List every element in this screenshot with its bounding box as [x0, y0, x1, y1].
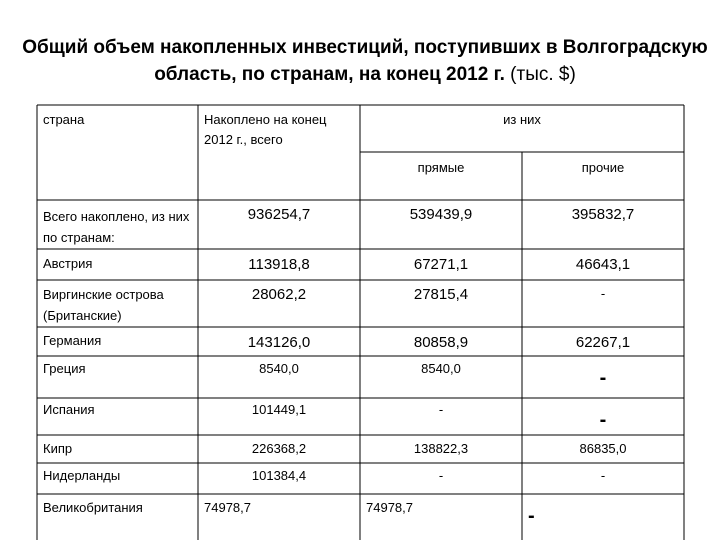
table-row-direct: 8540,0	[421, 361, 461, 376]
table-row-country: Испания	[43, 402, 95, 417]
table-row-other: -	[600, 468, 606, 483]
header-direct: прямые	[417, 160, 465, 175]
table-row-country: Великобритания	[43, 500, 143, 515]
table-row-total: 936254,7	[247, 206, 311, 223]
table-row-other: -	[528, 505, 535, 527]
table-row-other: 62267,1	[575, 334, 631, 351]
table-row-country: Германия	[43, 333, 102, 348]
table-row-other: -	[600, 286, 606, 301]
table-row-country: Нидерланды	[43, 468, 121, 483]
table-row-total: 74978,7	[204, 500, 251, 515]
table-row-other: -	[599, 367, 607, 389]
table-row-direct: 138822,3	[413, 441, 469, 456]
table-row-direct: 80858,9	[413, 334, 469, 351]
header-other: прочие	[581, 160, 625, 175]
table-row-direct: -	[438, 402, 444, 417]
table-row-other: 46643,1	[575, 256, 631, 273]
table-row-direct: -	[438, 468, 444, 483]
table-row-total: 101384,4	[251, 468, 307, 483]
table-row-total: 28062,2	[251, 286, 307, 303]
table-row-total: 143126,0	[247, 334, 311, 351]
table-row-total: 8540,0	[259, 361, 299, 376]
table-row-direct: 67271,1	[413, 256, 469, 273]
table-row-other: 395832,7	[571, 206, 635, 223]
table-row-total: 113918,8	[248, 256, 310, 273]
table-row-country: Греция	[43, 361, 86, 376]
table-row-total: 226368,2	[251, 441, 307, 456]
table-row-country: Австрия	[43, 256, 93, 271]
header-total: Накоплено на конец 2012 г., всего	[204, 112, 327, 147]
header-country: страна	[43, 112, 85, 127]
table-row-country: Всего накоплено, из них по странам:	[43, 209, 190, 245]
table-row-direct: 539439,9	[409, 206, 473, 223]
table-row-country: Виргинские острова (Британские)	[43, 287, 164, 323]
table-row-other: -	[599, 409, 607, 431]
header-of-which: из них	[503, 112, 541, 127]
title-unit: (тыс. $)	[504, 64, 576, 85]
table-row-direct: 27815,4	[413, 286, 469, 303]
table-row-direct: 74978,7	[366, 500, 413, 515]
table-row-other: 86835,0	[579, 441, 627, 456]
table-row-total: 101449,1	[251, 402, 307, 417]
title-main: Общий объем накопленных инвестиций, поступивших в Волгоградскую область, по странам, на конец 2012 г.	[22, 37, 708, 85]
table-row-country: Кипр	[43, 441, 73, 456]
